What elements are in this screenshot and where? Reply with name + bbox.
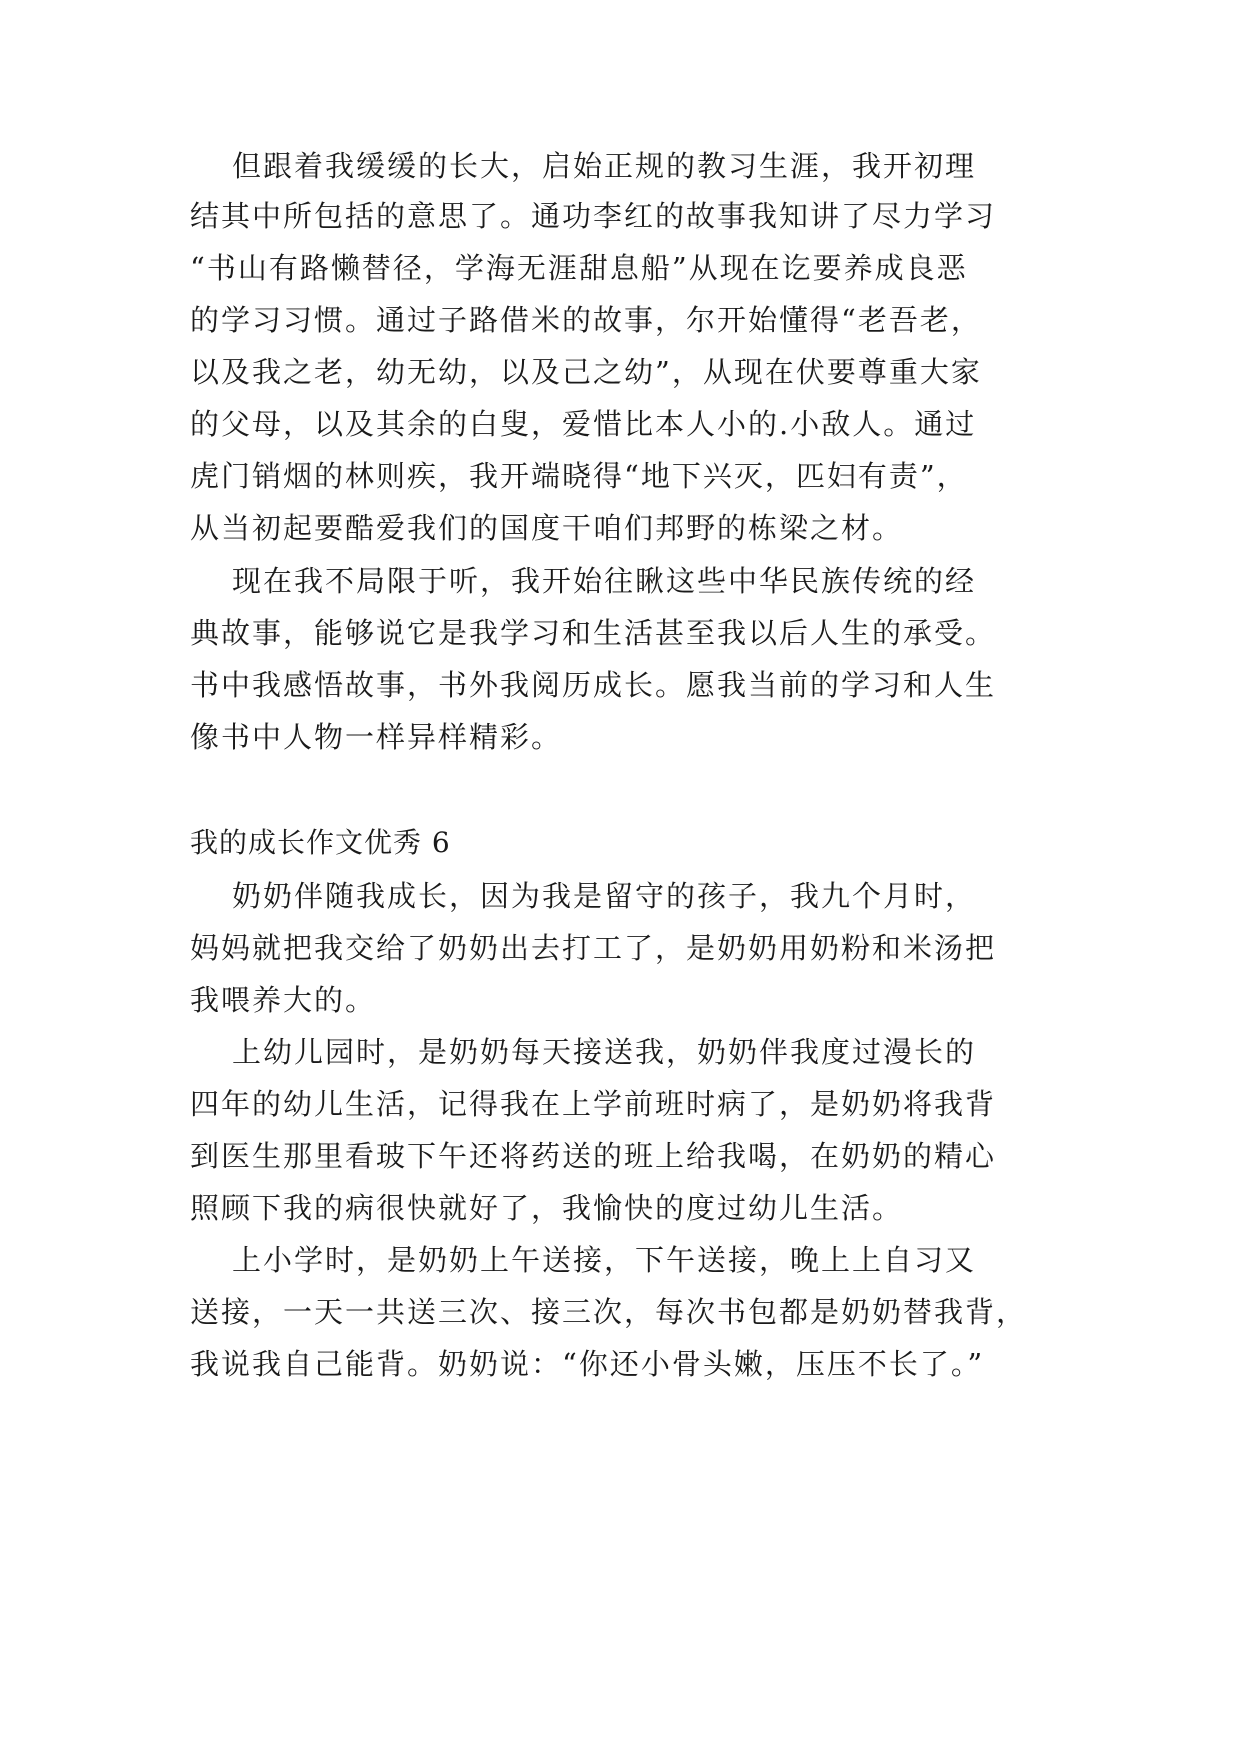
paragraph-line: 送接，一天一共送三次、接三次，每次书包都是奶奶替我背， (190, 1295, 1028, 1329)
paragraph-line: 像书中人物一样异样精彩。 (190, 720, 563, 754)
paragraph-line: 以及我之老，幼无幼，以及己之幼”，从现在伏要尊重大家 (190, 355, 982, 389)
paragraph-line: 从当初起要酷爱我们的国度干咱们邦野的栋梁之材。 (190, 511, 904, 545)
paragraph-line: “书山有路懒替径，学海无涯甜息船”从现在讫要养成良恶 (190, 251, 968, 285)
paragraph-line: 结其中所包括的意思了。通功李红的故事我知讲了尽力学习 (190, 199, 997, 233)
paragraph-line: 我说我自己能背。奶奶说：“你还小骨头嫩，压压不长了。” (190, 1347, 985, 1381)
paragraph-line: 妈妈就把我交给了奶奶出去打工了，是奶奶用奶粉和米汤把 (190, 931, 997, 965)
paragraph-line: 上幼儿园时，是奶奶每天接送我，奶奶伴我度过漫长的 (232, 1035, 977, 1069)
paragraph-line: 的父母，以及其余的白叟，爱惜比本人小的.小敌人。通过 (190, 407, 977, 441)
paragraph-line: 虎门销烟的林则疾，我开端晓得“地下兴灭，匹妇有责”， (190, 459, 968, 493)
paragraph-line: 奶奶伴随我成长，因为我是留守的孩子，我九个月时， (232, 879, 977, 913)
paragraph-line: 现在我不局限于听，我开始往瞅这些中华民族传统的经 (232, 564, 977, 598)
paragraph-line: 但跟着我缓缓的长大，启始正规的教习生涯，我开初理 (232, 149, 977, 183)
section-title: 我的成长作文优秀 6 (190, 826, 451, 859)
paragraph-line: 典故事，能够说它是我学习和生活甚至我以后人生的承受。 (190, 616, 997, 650)
paragraph-line: 四年的幼儿生活，记得我在上学前班时病了，是奶奶将我背 (190, 1087, 997, 1121)
paragraph-line: 照顾下我的病很快就好了，我愉快的度过幼儿生活。 (190, 1191, 904, 1225)
paragraph-line: 的学习习惯。通过子路借米的故事，尔开始懂得“老吾老， (190, 303, 982, 337)
paragraph-line: 我喂养大的。 (190, 983, 377, 1017)
paragraph-line: 上小学时，是奶奶上午送接，下午送接，晚上上自习又 (232, 1243, 977, 1277)
paragraph-line: 书中我感悟故事，书外我阅历成长。愿我当前的学习和人生 (190, 668, 997, 702)
paragraph-line: 到医生那里看玻下午还将药送的班上给我喝，在奶奶的精心 (190, 1139, 997, 1173)
